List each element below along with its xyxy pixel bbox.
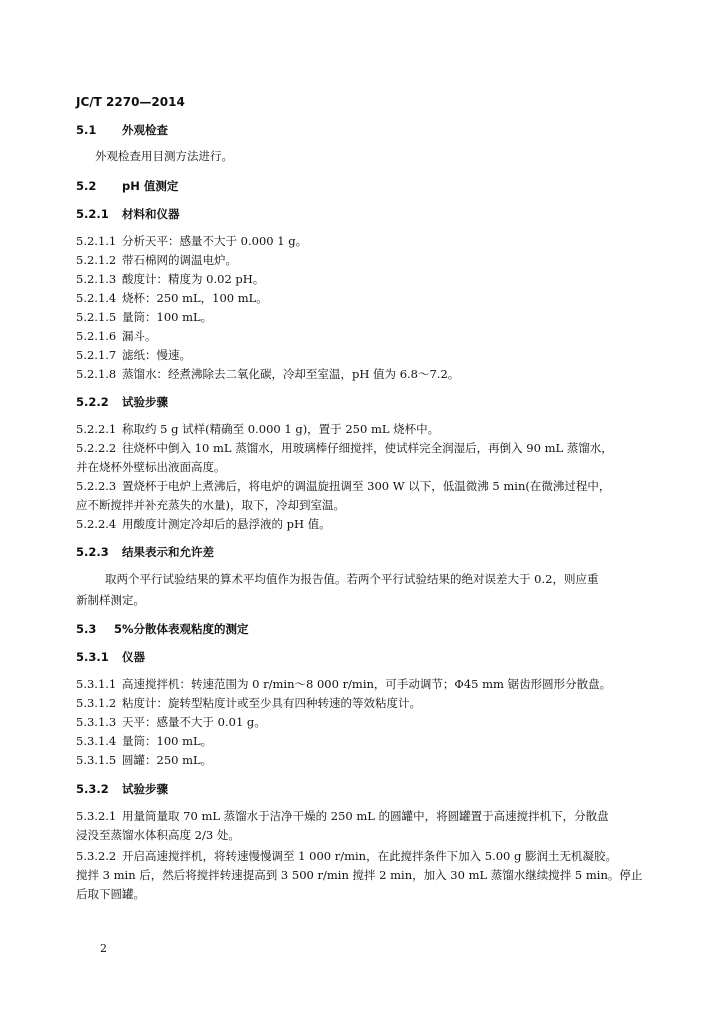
list-item: 5.3.1.1 高速搅拌机：转速范围为 0 r/min～8 000 r/min，可手动调节；Φ45 mm 锯齿形圆形分散盘。 [76,677,612,691]
list-item: 5.3.1.4 量筒：100 mL。 [76,734,213,748]
section-heading: 5.1 外观检查 [76,123,168,137]
section-heading: 5.3.1 仪器 [76,650,145,664]
paragraph: 搅拌 3 min 后，然后将搅拌转速提高到 3 500 r/min 搅拌 2 min，加入 30 mL 蒸馏水继续搅拌 5 min。停止 [76,868,643,882]
standard-header: JC/T 2270—2014 [76,95,185,109]
paragraph: 外观检查用目测方法进行。 [95,149,233,163]
list-item: 5.2.1.7 滤纸：慢速。 [76,348,191,362]
paragraph: 并在烧杯外壁标出液面高度。 [76,460,226,474]
list-item: 5.2.1.8 蒸馏水：经煮沸除去二氧化碳，冷却至室温，pH 值为 6.8～7.2。 [76,367,460,381]
paragraph: 后取下圆罐。 [76,887,145,901]
list-item: 5.3.1.2 粘度计：旋转型粘度计或至少具有四种转速的等效粘度计。 [76,696,421,710]
section-heading: 5.2.2 试验步骤 [76,395,168,409]
list-item: 5.2.1.6 漏斗。 [76,329,157,343]
section-heading: 5.2 pH 值测定 [76,179,179,193]
paragraph: 新制样测定。 [76,593,145,607]
list-item: 5.2.1.3 酸度计：精度为 0.02 pH。 [76,272,265,286]
list-item: 5.2.1.1 分析天平：感量不大于 0.000 1 g。 [76,234,308,248]
list-item: 5.2.1.2 带石棉网的调温电炉。 [76,253,237,267]
list-item: 5.3.2.2 开启高速搅拌机，将转速慢慢调至 1 000 r/min，在此搅拌条件下加入 5.00 g 膨润土无机凝胶。 [76,849,618,863]
list-item: 5.2.1.5 量筒：100 mL。 [76,310,213,324]
list-item: 5.3.2.1 用量筒量取 70 mL 蒸馏水于洁净干燥的 250 mL 的圆罐中，将圆罐置于高速搅拌机下，分散盘 [76,809,609,823]
list-item: 5.2.2.2 往烧杯中倒入 10 mL 蒸馏水，用玻璃棒仔细搅拌，使试样完全润湿后，再倒入 90 mL 蒸馏水， [76,441,613,455]
section-heading: 5.3.2 试验步骤 [76,782,168,796]
section-heading: 5.3 5%分散体表观粘度的测定 [76,622,249,636]
paragraph: 取两个平行试验结果的算术平均值作为报告值。若两个平行试验结果的绝对误差大于 0.2，则应重 [105,572,599,586]
list-item: 5.3.1.3 天平：感量不大于 0.01 g。 [76,715,266,729]
page-number: 2 [100,942,107,955]
list-item: 5.2.1.4 烧杯：250 mL，100 mL。 [76,291,268,305]
section-heading: 5.2.3 结果表示和允许差 [76,545,214,559]
list-item: 5.2.2.3 置烧杯于电炉上煮沸后，将电炉的调温旋扭调至 300 W 以下，低温微沸 5 min(在微沸过程中， [76,479,611,493]
list-item: 5.2.2.4 用酸度计测定冷却后的悬浮液的 pH 值。 [76,517,331,531]
list-item: 5.2.2.1 称取约 5 g 试样(精确至 0.000 1 g)，置于 250 mL 烧杯中。 [76,422,440,436]
section-heading: 5.2.1 材料和仪器 [76,207,180,221]
list-item: 5.3.1.5 圆罐：250 mL。 [76,753,213,767]
paragraph: 应不断搅拌并补充蒸失的水量)，取下，冷却到室温。 [76,498,345,512]
paragraph: 浸没至蒸馏水体积高度 2/3 处。 [76,828,240,842]
